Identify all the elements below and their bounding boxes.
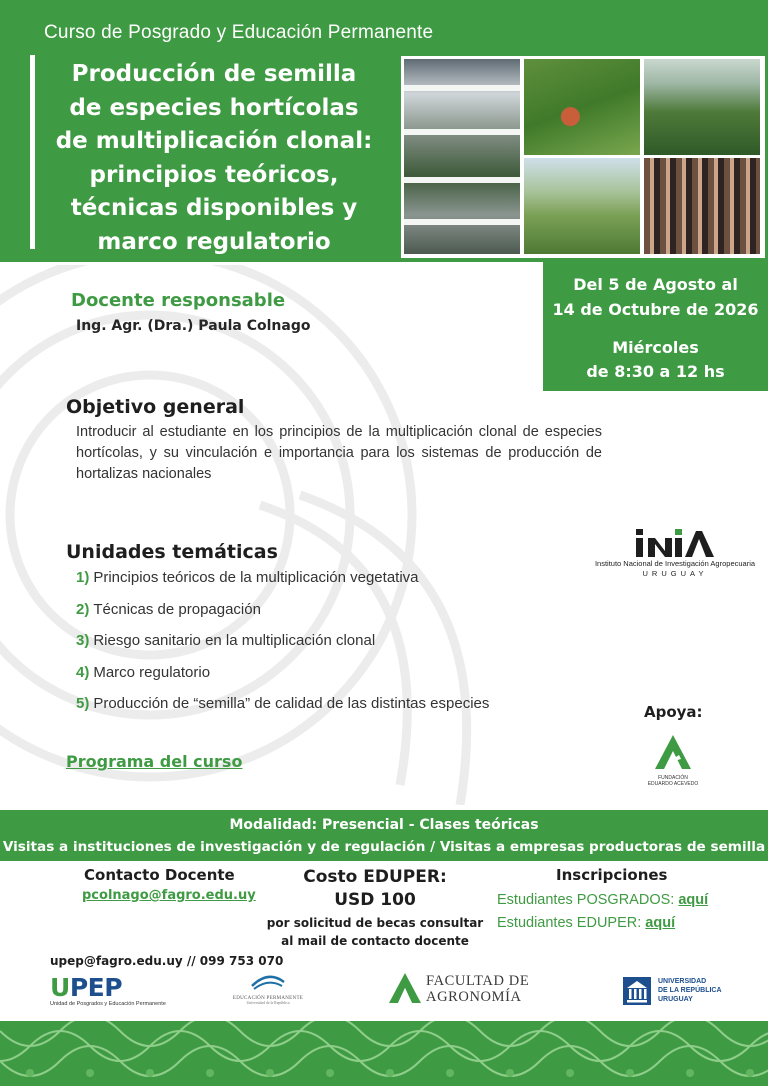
sweet-potato-photo xyxy=(524,59,640,155)
docente-name: Ing. Agr. (Dra.) Paula Colnago xyxy=(76,318,311,334)
visitas-line: Visitas a instituciones de investigación y de regulación / Visitas a empresas productoras de semilla xyxy=(2,839,766,855)
list-item xyxy=(76,632,489,664)
inscripcion-posgrados-link[interactable]: aquí xyxy=(678,892,709,908)
hanging-garlic-photo xyxy=(644,158,760,254)
unidades-list xyxy=(76,569,489,727)
inscripcion-eduper xyxy=(497,915,675,931)
item-number: 3) xyxy=(76,632,90,649)
course-type-label: Curso de Posgrado y Educación Permanente xyxy=(44,22,434,43)
inscripcion-label: Estudiantes POSGRADOS: xyxy=(497,892,675,908)
schedule-box xyxy=(543,262,768,391)
fundacion-name xyxy=(640,775,706,787)
programa-link[interactable]: Programa del curso xyxy=(66,752,243,771)
upep-subtitle: Unidad de Posgrados y Educación Permanente xyxy=(50,1001,166,1007)
title-line: Producción de semilla xyxy=(71,61,357,87)
item-number: 1) xyxy=(76,569,90,586)
upep-logo xyxy=(50,974,170,1007)
costo-block xyxy=(262,866,488,950)
course-title xyxy=(40,58,388,260)
title-line: marco regulatorio xyxy=(97,228,331,255)
item-text: Principios teóricos de la multiplicación vegetativa xyxy=(93,569,419,586)
inia-name: Instituto Nacional de Investigación Agropecuaria xyxy=(594,559,756,568)
agronomia-icon xyxy=(388,972,422,1004)
list-item xyxy=(76,569,489,601)
costo-value: USD 100 xyxy=(334,890,416,910)
list-item xyxy=(76,601,489,633)
agronomia-line: AGRONOMÍA xyxy=(426,989,522,1005)
inia-logo-mark xyxy=(634,527,716,559)
costo-note-line: por solicitud de becas consultar xyxy=(266,916,484,930)
item-number: 2) xyxy=(76,600,90,618)
item-text: Producción de “semilla” de calidad de las distintas especies xyxy=(93,695,490,712)
item-text: Técnicas de propagación xyxy=(93,600,261,618)
fundacion-a-icon xyxy=(653,733,693,771)
apoya-label: Apoya: xyxy=(644,703,703,721)
title-line: principios teóricos, xyxy=(89,161,339,188)
agronomia-line: FACULTAD DE xyxy=(426,973,530,989)
costo-note-line: al mail de contacto docente xyxy=(281,934,469,948)
list-item xyxy=(76,664,489,696)
field-visit-photo xyxy=(524,158,640,254)
title-line: de multiplicación clonal: xyxy=(55,128,373,155)
weekly-schedule xyxy=(543,336,768,384)
list-item xyxy=(76,695,489,727)
agronomia-logo xyxy=(388,972,548,1006)
date-line: 14 de Octubre de 2026 xyxy=(552,300,759,319)
fundacion-logo xyxy=(640,733,706,787)
upep-wordmark: UPEP xyxy=(50,973,123,1002)
header-accent-bar xyxy=(30,55,35,249)
date-line: Del 5 de Agosto al xyxy=(573,275,738,294)
title-line: de especies hortícolas xyxy=(69,94,359,121)
date-range xyxy=(543,272,768,322)
inia-logo xyxy=(590,527,760,578)
class-time: de 8:30 a 12 hs xyxy=(586,362,725,381)
class-day: Miércoles xyxy=(612,338,699,357)
costo-note xyxy=(262,914,488,950)
udelar-line: UNIVERSIDAD xyxy=(658,978,707,985)
item-number: 5) xyxy=(76,695,90,712)
greenhouse-shelves-photo xyxy=(404,59,520,254)
costo-label: Costo EDUPER: xyxy=(303,867,447,887)
inscripcion-eduper-link[interactable]: aquí xyxy=(645,915,676,931)
leaf-pattern-footer xyxy=(0,1021,768,1086)
title-line: técnicas disponibles y xyxy=(70,195,358,222)
modalidad-line: Modalidad: Presencial - Clases teóricas xyxy=(229,817,539,833)
objetivo-heading: Objetivo general xyxy=(66,396,245,418)
contacto-email-link[interactable]: pcolnago@fagro.edu.uy xyxy=(82,888,256,903)
greenhouse-plants-photo xyxy=(644,59,760,155)
docente-heading: Docente responsable xyxy=(71,290,286,311)
item-number: 4) xyxy=(76,663,90,681)
educacion-permanente-icon xyxy=(248,972,288,992)
educacion-permanente-sub: Universidad de la República xyxy=(246,1001,290,1005)
item-text: Riesgo sanitario en la multiplicación clonal xyxy=(93,632,376,649)
udelar-line: DE LA REPÚBLICA xyxy=(658,987,722,994)
fundacion-line: FUNDACIÓN xyxy=(658,775,688,781)
fundacion-line: EDUARDO ACEVEDO xyxy=(647,781,699,787)
educacion-permanente-logo xyxy=(228,972,308,1005)
udelar-name xyxy=(658,977,722,1004)
inscripcion-posgrados xyxy=(497,892,708,908)
agronomia-name xyxy=(426,973,529,1005)
upep-contact: upep@fagro.edu.uy // 099 753 070 xyxy=(50,954,284,968)
udelar-emblem-icon xyxy=(622,976,652,1006)
udelar-logo xyxy=(622,976,732,1006)
inia-country: URUGUAY xyxy=(642,569,708,578)
contacto-heading: Contacto Docente xyxy=(84,866,235,884)
item-text: Marco regulatorio xyxy=(93,663,211,681)
udelar-line: URUGUAY xyxy=(658,996,693,1003)
unidades-heading: Unidades temáticas xyxy=(66,541,278,563)
modalidad-band xyxy=(0,810,768,861)
photo-collage xyxy=(401,56,765,258)
objetivo-text: Introducir al estudiante en los principios de la multiplicación clonal de especies hortícolas, y su vinculación e importancia para los sistemas de producción de hortalizas nacionales xyxy=(76,424,602,482)
inscripcion-label: Estudiantes EDUPER: xyxy=(497,915,642,931)
educacion-permanente-name: EDUCACIÓN PERMANENTE xyxy=(232,996,304,1001)
inscripciones-heading: Inscripciones xyxy=(556,866,668,884)
